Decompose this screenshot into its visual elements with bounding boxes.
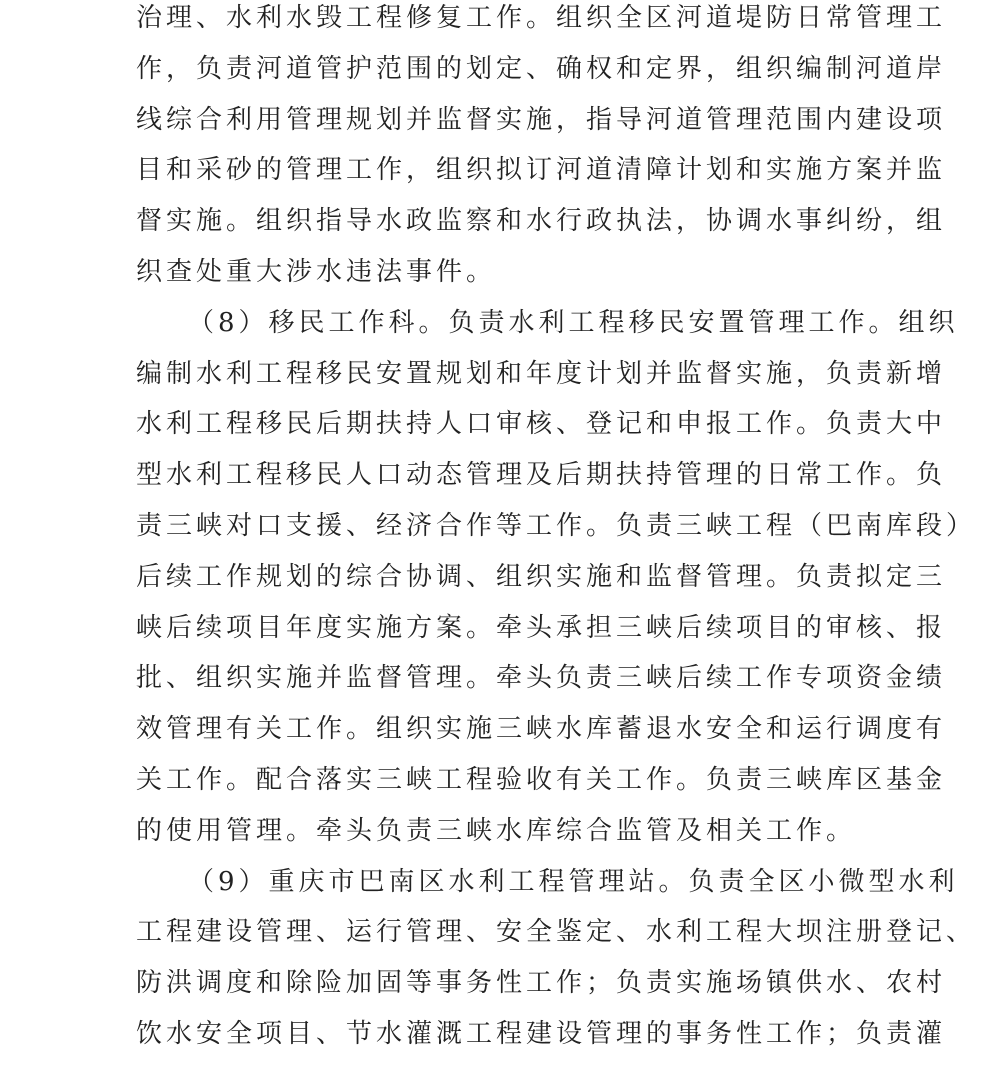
text-line: 水利工程移民后期扶持人口审核、登记和申报工作。负责大中 xyxy=(136,409,947,440)
text-line: 治理、水利水毁工程修复工作。组织全区河道堤防日常管理工 xyxy=(136,3,947,33)
paragraph-start-8: （8）移民工作科。负责水利工程移民安置管理工作。组织 xyxy=(188,307,959,338)
text-line: 型水利工程移民人口动态管理及后期扶持管理的日常工作。负 xyxy=(136,460,947,491)
text-line: 防洪调度和除险加固等事务性工作；负责实施场镇供水、农村 xyxy=(136,968,947,999)
body-text xyxy=(136,0,977,1067)
text-line: 织查处重大涉水违法事件。 xyxy=(136,256,497,287)
text-line: 督实施。组织指导水政监察和水行政执法，协调水事纠纷，组 xyxy=(136,206,947,237)
text-line: 工程建设管理、运行管理、安全鉴定、水利工程大坝注册登记、 xyxy=(136,917,977,948)
text-line: 编制水利工程移民安置规划和年度计划并监督实施，负责新增 xyxy=(136,358,947,389)
text-line: 关工作。配合落实三峡工程验收有关工作。负责三峡库区基金 xyxy=(136,764,947,795)
text-line: 批、组织实施并监督管理。牵头负责三峡后续工作专项资金绩 xyxy=(136,663,947,694)
text-line: 目和采砂的管理工作，组织拟订河道清障计划和实施方案并监 xyxy=(136,155,947,186)
text-line: 作，负责河道管护范围的划定、确权和定界，组织编制河道岸 xyxy=(136,53,947,84)
text-line: 后续工作规划的综合协调、组织实施和监督管理。负责拟定三 xyxy=(136,561,947,592)
text-line: 的使用管理。牵头负责三峡水库综合监管及相关工作。 xyxy=(136,815,857,846)
text-line: 饮水安全项目、节水灌溉工程建设管理的事务性工作；负责灌 xyxy=(136,1018,947,1049)
paragraph-start-9: （9）重庆市巴南区水利工程管理站。负责全区小微型水利 xyxy=(188,866,959,897)
text-line: 效管理有关工作。组织实施三峡水库蓄退水安全和运行调度有 xyxy=(136,714,947,745)
text-line: 峡后续项目年度实施方案。牵头承担三峡后续项目的审核、报 xyxy=(136,612,947,643)
text-line: 责三峡对口支援、经济合作等工作。负责三峡工程（巴南库段） xyxy=(136,510,977,541)
text-line: 线综合利用管理规划并监督实施，指导河道管理范围内建设项 xyxy=(136,104,947,135)
